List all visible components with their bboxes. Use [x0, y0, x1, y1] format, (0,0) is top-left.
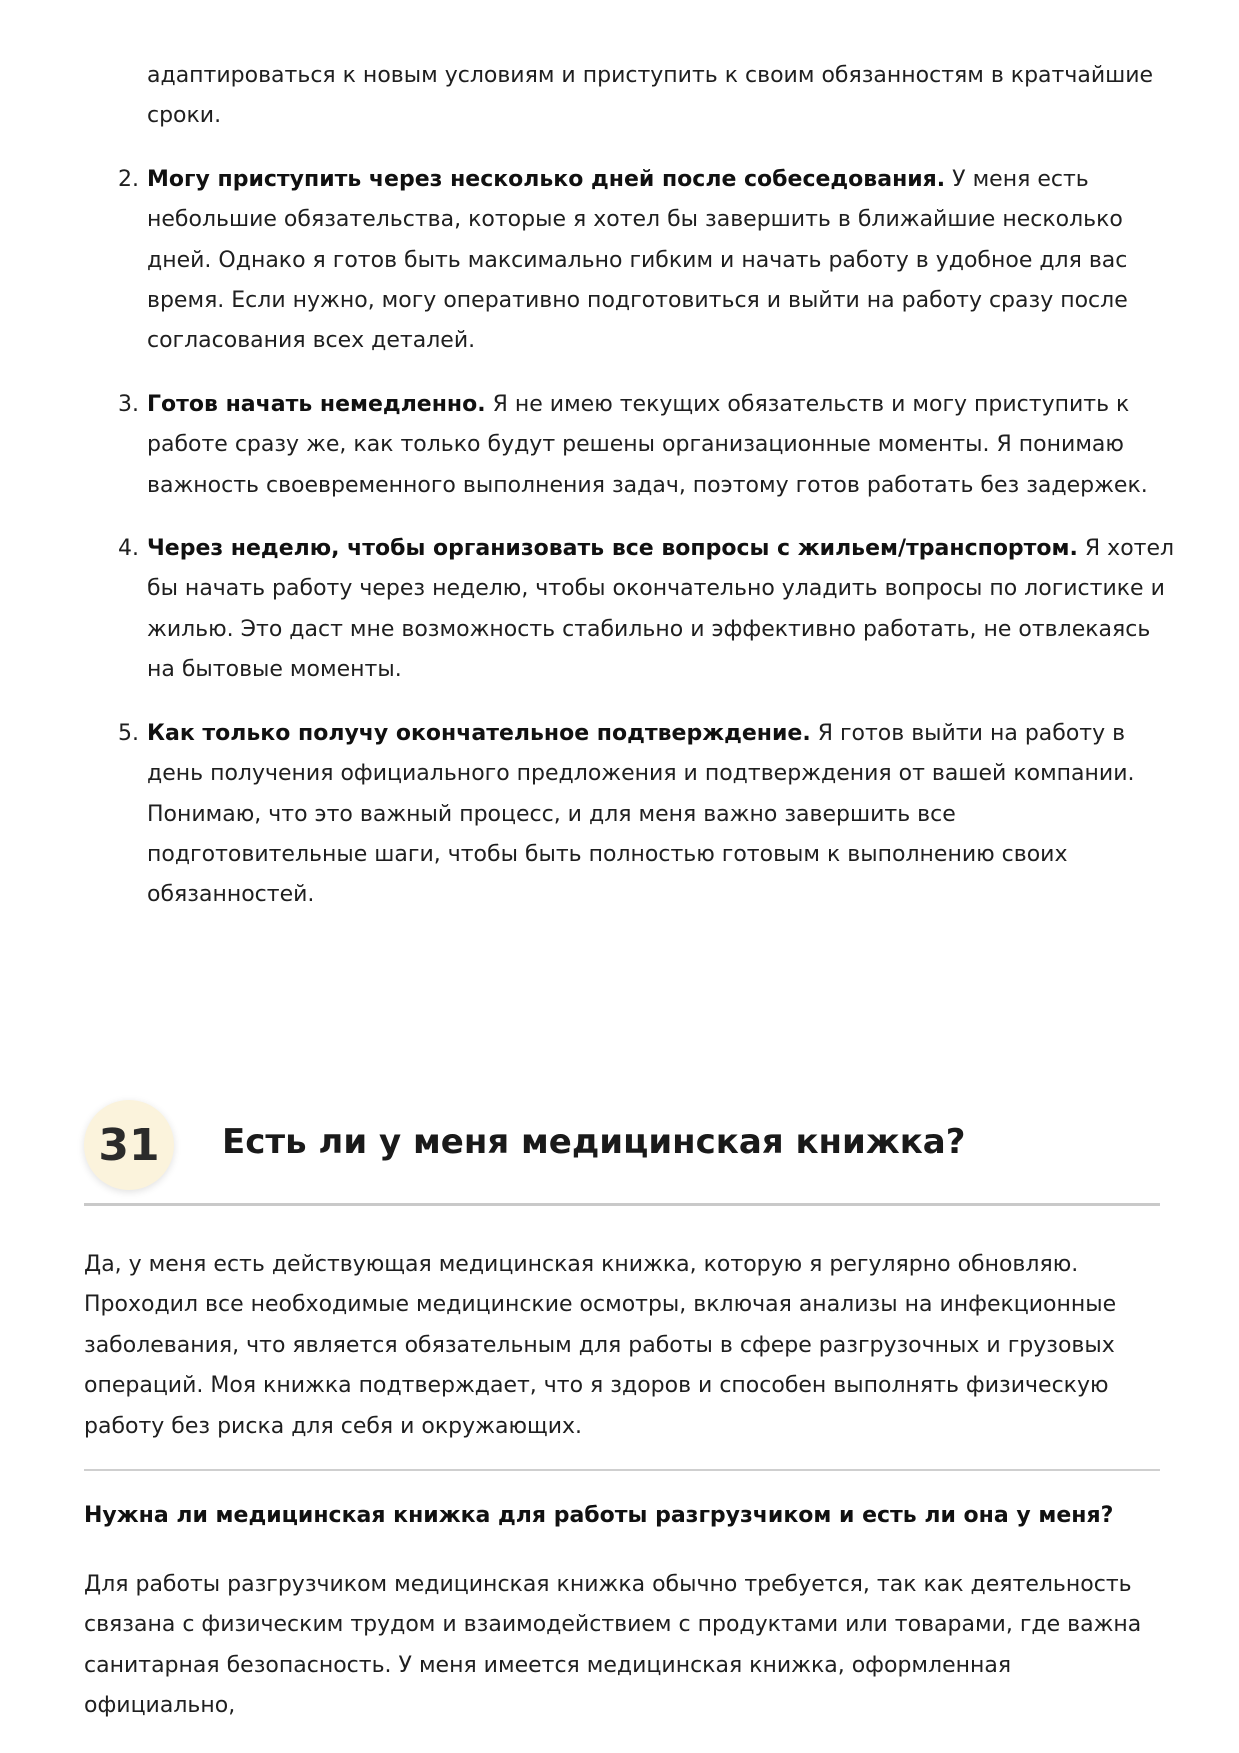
list-item-text: У меня есть небольшие обязательства, которые я хотел бы завершить в ближайшие несколько дней. Однако я готов быть максимально гибким и начать работу в удобное для вас время. Если нужно, могу оперативно подготовиться и выйти на работу сразу после согласования всех деталей.: [147, 166, 1128, 354]
list-item: [0, 714, 1239, 916]
section-divider: [84, 1469, 1160, 1471]
list-item-continuation: адаптироваться к новым условиям и приступить к своим обязанностям в кратчайшие сроки.: [147, 63, 1154, 129]
list-item-number: 4.: [118, 536, 139, 562]
subquestion-answer: Для работы разгрузчиком медицинская книжка обычно требуется, так как деятельность связана с физическим трудом и взаимодействием с продуктами или товарами, где важна санитарная безопасность. У меня имеется медицинская книжка, оформленная официально,: [84, 1572, 1142, 1719]
answer-options-list: [0, 56, 1239, 916]
list-item-number: 2.: [118, 166, 139, 192]
list-item: [0, 529, 1239, 691]
list-item: [0, 160, 1239, 362]
list-item: [0, 385, 1239, 506]
list-item-lead: Как только получу окончательное подтверждение.: [147, 720, 811, 746]
list-item-text: Я не имею текущих обязательств и могу приступить к работе сразу же, как только будут решены организационные моменты. Я понимаю важность своевременного выполнения задач, поэтому готов работать без задержек.: [147, 391, 1148, 498]
list-item-number: 5.: [118, 720, 139, 746]
list-item-text: Я хотел бы начать работу через неделю, чтобы окончательно уладить вопросы по логистике и жилью. Это даст мне возможность стабильно и эффективно работать, не отвлекаясь на бытовые моменты.: [147, 536, 1175, 683]
question-title: Есть ли у меня медицинская книжка?: [222, 1122, 966, 1162]
list-item-lead: Могу приступить через несколько дней после собеседования.: [147, 166, 946, 192]
subquestion-heading: Нужна ли медицинская книжка для работы разгрузчиком и есть ли она у меня?: [84, 1503, 1114, 1528]
list-item-text: Я готов выйти на работу в день получения официального предложения и подтверждения от вашей компании. Понимаю, что это важный процесс, и для меня важно завершить все подготовительные шаги, чтобы быть полностью готовым к выполнению своих обязанностей.: [147, 720, 1135, 908]
list-item-lead: Готов начать немедленно.: [147, 391, 486, 417]
question-answer: Да, у меня есть действующая медицинская книжка, которую я регулярно обновляю. Проходил все необходимые медицинские осмотры, включая анализы на инфекционные заболевания, что является обязательным для работы в сфере разгрузочных и грузовых операций. Моя книжка подтверждает, что я здоров и способен выполнять физическую работу без риска для себя и окружающих.: [84, 1252, 1117, 1439]
question-header: [84, 1100, 1160, 1206]
question-number-badge: 31: [84, 1100, 174, 1190]
list-item-lead: Через неделю, чтобы организовать все вопросы с жильем/транспортом.: [147, 536, 1078, 562]
list-item-number: 3.: [118, 391, 139, 417]
